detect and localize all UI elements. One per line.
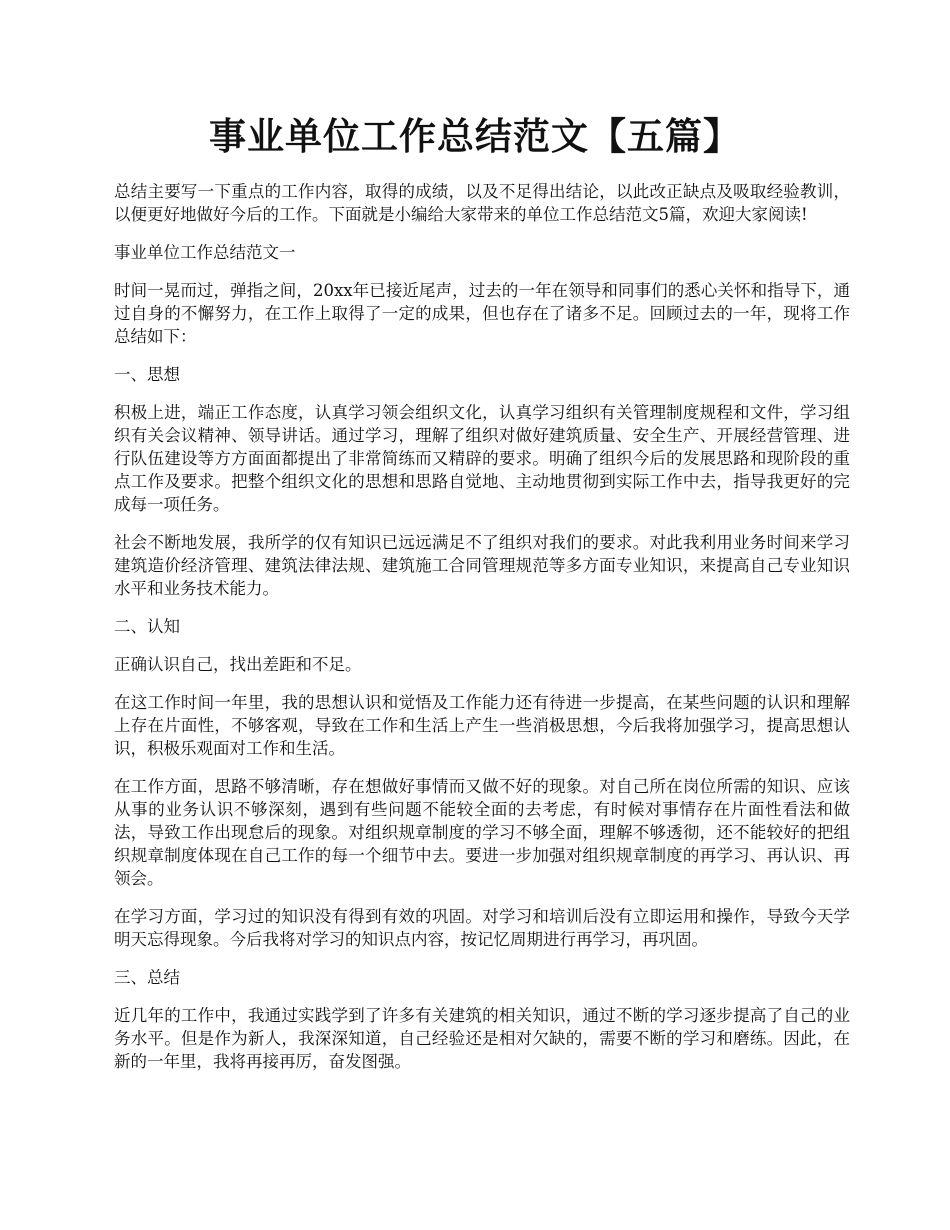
body-paragraph: 积极上进，端正工作态度，认真学习领会组织文化，认真学习组织有关管理制度规程和文件，学习组织有关会议精神、领导讲话。通过学习，理解了组织对做好建筑质量、安全生产、开展经营管理、进行队伍建设等方方面面都提出了非常简练而又精辟的要求。明确了组织今后的发展思路和现阶段的重点工作及要求。把整个组织文化的思想和思路自觉地、主动地贯彻到实际工作中去，指导我更好的完成每一项任务。: [114, 403, 850, 514]
body-paragraph: 正确认识自己，找出差距和不足。: [114, 655, 362, 674]
section-heading-thought: 一、思想: [114, 365, 180, 384]
body-paragraph: 在这工作时间一年里，我的思想认识和觉悟及工作能力还有待进一步提高，在某些问题的认识和理解上存在片面性，不够客观，导致在工作和生活上产生一些消极思想，今后我将加强学习，提高思想认识，积极乐观面对工作和生活。: [114, 693, 850, 758]
section-heading-summary: 三、总结: [114, 968, 180, 987]
body-paragraph: 近几年的工作中，我通过实践学到了许多有关建筑的相关知识，通过不断的学习逐步提高了自己的业务水平。但是作为新人，我深深知道，自己经验还是相对欠缺的，需要不断的学习和磨练。因此，在新的一年里，我将再接再厉，奋发图强。: [114, 1006, 850, 1071]
body-paragraph: 在工作方面，思路不够清晰，存在想做好事情而又做不好的现象。对自己所在岗位所需的知识、应该从事的业务认识不够深刻，遇到有些问题不能较全面的去考虑，有时候对事情存在片面性看法和做法，导致工作出现怠后的现象。对组织规章制度的学习不够全面，理解不够透彻，还不能较好的把组织规章制度体现在自己工作的每一个细节中去。要进一步加强对组织规章制度的再学习、再认识、再领会。: [114, 777, 850, 888]
body-paragraph: 社会不断地发展，我所学的仅有知识已远远满足不了组织对我们的要求。对此我利用业务时间来学习建筑造价经济管理、建筑法律法规、建筑施工合同管理规范等多方面专业知识，来提高自己专业知识水平和业务技术能力。: [114, 533, 850, 598]
section-title-sample-one: 事业单位工作总结范文一: [114, 243, 296, 262]
body-paragraph: 时间一晃而过，弹指之间，20xx年已接近尾声，过去的一年在领导和同事们的悉心关怀和指导下，通过自身的不懈努力，在工作上取得了一定的成果，但也存在了诸多不足。回顾过去的一年，现将工作总结如下：: [114, 281, 850, 346]
document-body: [114, 180, 850, 1088]
intro-paragraph: 总结主要写一下重点的工作内容，取得的成绩，以及不足得出结论，以此改正缺点及吸取经验教训，以便更好地做好今后的工作。下面就是小编给大家带来的单位工作总结范文5篇，欢迎大家阅读!: [114, 182, 850, 224]
document-title: 事业单位工作总结范文【五篇】: [209, 114, 741, 158]
section-heading-cognition: 二、认知: [114, 617, 180, 636]
body-paragraph: 在学习方面，学习过的知识没有得到有效的巩固。对学习和培训后没有立即运用和操作，导致今天学明天忘得现象。今后我将对学习的知识点内容，按记忆周期进行再学习，再巩固。: [114, 907, 850, 949]
